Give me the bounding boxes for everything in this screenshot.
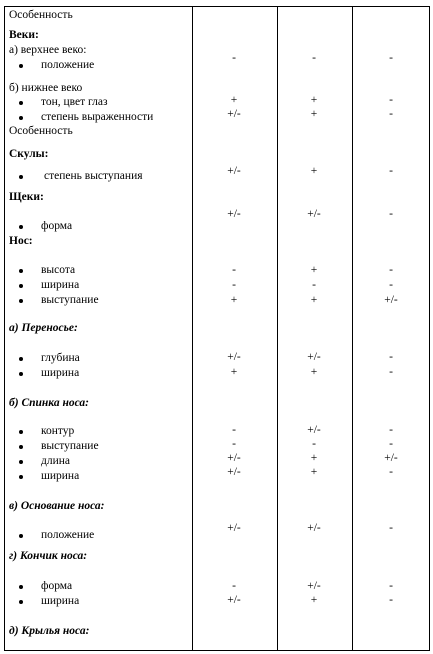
rating-mark-col3: - — [389, 424, 393, 436]
rating-mark-col1: + — [230, 294, 238, 306]
feature-item-label: степень выступания — [44, 170, 143, 182]
feature-heading: Особенность — [9, 9, 73, 21]
rating-mark-col2: - — [312, 438, 316, 450]
rating-mark-col2: - — [312, 52, 316, 64]
feature-item-label: ширина — [41, 470, 80, 482]
feature-item-label: глубина — [41, 352, 80, 364]
rating-mark-col1: +/- — [227, 208, 241, 220]
rating-mark-col1: - — [232, 264, 236, 276]
rating-mark-col1: +/- — [227, 351, 241, 363]
rating-mark-col1: - — [232, 438, 236, 450]
feature-item-label: выступание — [41, 294, 99, 306]
rating-mark-col3: - — [389, 522, 393, 534]
rating-mark-col2: - — [312, 279, 316, 291]
rating-mark-col3: - — [389, 108, 393, 120]
column-divider-3 — [352, 6, 353, 651]
feature-item-label: ширина — [41, 279, 80, 291]
rating-mark-col3: - — [389, 351, 393, 363]
rating-mark-col1: +/- — [227, 522, 241, 534]
bullet-icon — [19, 299, 23, 303]
feature-heading: Щеки: — [9, 191, 44, 203]
feature-item-label: ширина — [41, 595, 80, 607]
rating-mark-col2: + — [310, 452, 318, 464]
feature-item-label: степень выраженности — [41, 111, 154, 123]
bullet-icon — [19, 460, 23, 464]
rating-mark-col3: - — [389, 466, 393, 478]
rating-mark-col1: - — [232, 424, 236, 436]
feature-item-label: тон, цвет глаз — [41, 96, 108, 108]
feature-heading: Скулы: — [9, 148, 49, 160]
feature-item-label: форма — [41, 580, 73, 592]
feature-heading: Нос: — [9, 235, 33, 247]
bullet-icon — [19, 101, 23, 105]
bullet-icon — [19, 445, 23, 449]
feature-item-label: длина — [41, 455, 71, 467]
rating-mark-col3: - — [389, 208, 393, 220]
rating-mark-col1: - — [232, 580, 236, 592]
feature-heading: г) Кончик носа: — [9, 550, 88, 562]
feature-heading: в) Основание носа: — [9, 500, 105, 512]
rating-mark-col3: - — [389, 438, 393, 450]
feature-item-label: выступание — [41, 440, 99, 452]
bullet-icon — [19, 269, 23, 273]
rating-mark-col3: - — [389, 580, 393, 592]
table-border-left — [4, 6, 5, 651]
table-border-right — [429, 6, 430, 651]
feature-heading: Особенность — [9, 125, 73, 137]
rating-mark-col2: + — [310, 466, 318, 478]
rating-mark-col2: +/- — [307, 424, 321, 436]
rating-mark-col1: + — [230, 94, 238, 106]
bullet-icon — [19, 64, 23, 68]
feature-item-label: форма — [41, 220, 73, 232]
rating-mark-col3: - — [389, 165, 393, 177]
rating-mark-col3: +/- — [384, 452, 398, 464]
rating-mark-col1: +/- — [227, 594, 241, 606]
rating-mark-col2: +/- — [307, 580, 321, 592]
rating-mark-col1: +/- — [227, 165, 241, 177]
feature-item-label: контур — [41, 425, 75, 437]
rating-mark-col3: +/- — [384, 294, 398, 306]
feature-item-label: положение — [41, 529, 95, 541]
rating-mark-col1: - — [232, 52, 236, 64]
rating-mark-col3: - — [389, 52, 393, 64]
feature-item-label: высота — [41, 264, 76, 276]
table-border-top — [4, 6, 430, 7]
bullet-icon — [19, 600, 23, 604]
table-border-bottom — [4, 650, 430, 651]
rating-mark-col3: - — [389, 366, 393, 378]
rating-mark-col2: + — [310, 264, 318, 276]
bullet-icon — [19, 175, 23, 179]
bullet-icon — [19, 357, 23, 361]
rating-mark-col1: +/- — [227, 452, 241, 464]
bullet-icon — [19, 284, 23, 288]
rating-mark-col2: +/- — [307, 522, 321, 534]
rating-mark-col3: - — [389, 279, 393, 291]
rating-mark-col3: - — [389, 264, 393, 276]
bullet-icon — [19, 585, 23, 589]
feature-item-label: ширина — [41, 367, 80, 379]
rating-mark-col1: +/- — [227, 108, 241, 120]
rating-mark-col1: +/- — [227, 466, 241, 478]
rating-mark-col3: - — [389, 94, 393, 106]
column-divider-1 — [192, 6, 193, 651]
bullet-icon — [19, 475, 23, 479]
feature-heading: б) нижнее веко — [9, 82, 83, 94]
feature-item-label: положение — [41, 59, 95, 71]
bullet-icon — [19, 116, 23, 120]
rating-mark-col2: + — [310, 294, 318, 306]
rating-mark-col2: + — [310, 366, 318, 378]
feature-heading: б) Спинка носа: — [9, 397, 89, 409]
bullet-icon — [19, 430, 23, 434]
rating-mark-col2: +/- — [307, 208, 321, 220]
feature-heading: Веки: — [9, 29, 39, 41]
column-divider-2 — [277, 6, 278, 651]
rating-mark-col2: +/- — [307, 351, 321, 363]
bullet-icon — [19, 372, 23, 376]
rating-mark-col1: + — [230, 366, 238, 378]
rating-mark-col2: + — [310, 94, 318, 106]
bullet-icon — [19, 534, 23, 538]
rating-mark-col2: + — [310, 108, 318, 120]
rating-mark-col2: + — [310, 594, 318, 606]
bullet-icon — [19, 225, 23, 229]
feature-heading: а) Переносье: — [9, 322, 78, 334]
rating-mark-col2: + — [310, 165, 318, 177]
rating-mark-col3: - — [389, 594, 393, 606]
feature-heading: д) Крылья носа: — [9, 625, 90, 637]
rating-mark-col1: - — [232, 279, 236, 291]
feature-heading: а) верхнее веко: — [9, 44, 87, 56]
